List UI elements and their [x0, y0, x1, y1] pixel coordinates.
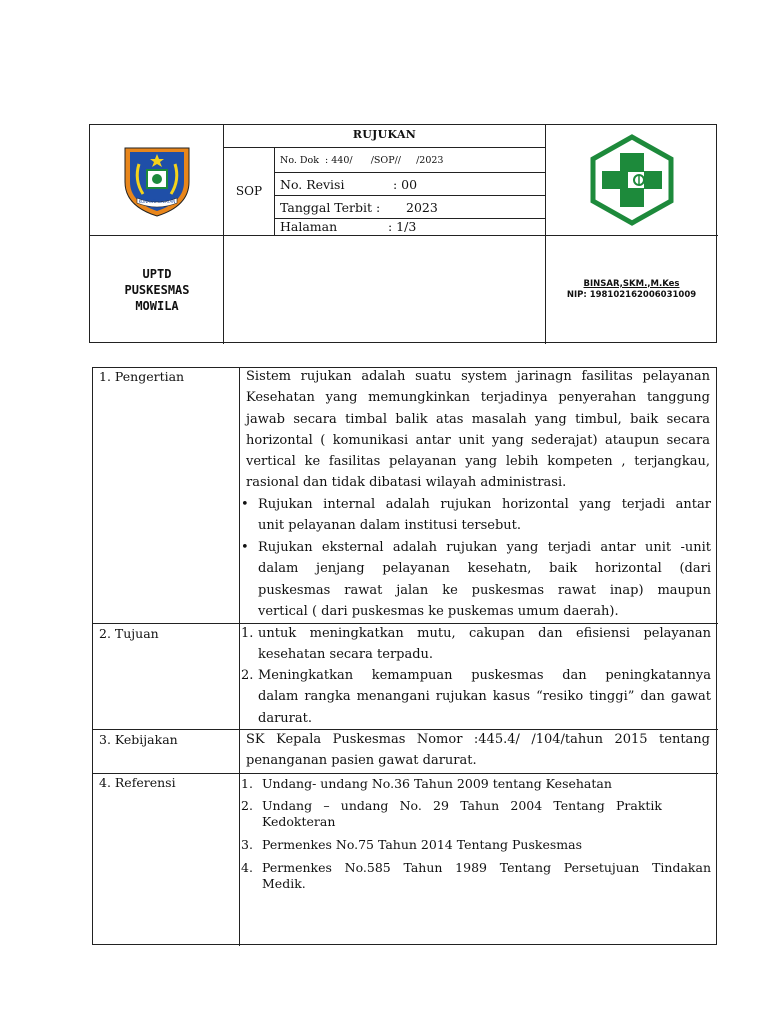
- text-line: vertical ke fasilitas pelayanan yang lebih kompeten , terjangkau,: [246, 454, 710, 470]
- list-item: [241, 798, 711, 830]
- no-dok-row: [280, 148, 545, 172]
- org-line: MOWILA: [135, 298, 179, 313]
- tanggal-terbit-key: Tanggal Terbit :: [280, 199, 381, 215]
- sop-label: SOP: [235, 184, 263, 198]
- signer-name: BINSAR,SKM.,M.Kes: [583, 278, 680, 289]
- text-line: unit pelayanan dalam institusi tersebut.: [258, 518, 522, 534]
- text-line: Permenkes No.585 Tahun 1989 Tentang Persetujuan Tindakan: [262, 860, 711, 875]
- text-line: Rujukan internal adalah rujukan horizontal yang terjadi antar: [258, 497, 711, 512]
- text-line: horizontal ( komunikasi antar unit yang sederajat) ataupun secara: [246, 432, 710, 448]
- list-number: 2.: [241, 668, 254, 683]
- content-divider: [93, 773, 718, 774]
- section-label-referensi: 4. Referensi: [99, 775, 176, 790]
- list-item: [241, 494, 711, 537]
- no-revisi-row: [280, 173, 545, 195]
- document-title: RUJUKAN: [352, 128, 417, 141]
- list-number: 3.: [241, 837, 253, 852]
- text-line: rasional dan tidak dibatasi wilayah administrasi.: [246, 475, 567, 491]
- text-line: Rujukan eksternal adalah rujukan yang terjadi antar unit -unit: [258, 540, 711, 555]
- text-line: dalam jenjang pelayanan kesehatn, baik horizontal (dari: [258, 561, 711, 577]
- text-line: penanganan pasien gawat darurat.: [246, 753, 477, 769]
- org-line: PUSKESMAS: [124, 282, 190, 297]
- halaman-value: : 1/3: [388, 219, 417, 234]
- content-divider: [239, 368, 240, 946]
- section-label-tujuan: 2. Tujuan: [99, 626, 159, 641]
- org-line: UPTD: [142, 266, 172, 281]
- text-line: jawab secara timbal balik atas masalah yang timbul, baik secara: [246, 411, 710, 427]
- crest-ribbon-text: KONAWE SELATAN: [138, 199, 176, 204]
- list-item: [241, 776, 711, 792]
- regency-crest-logo: [90, 125, 224, 235]
- text-line: Undang – undang No. 29 Tahun 2004 Tentang Praktik: [262, 798, 662, 813]
- list-item: [241, 837, 711, 853]
- text-line: Medik.: [262, 876, 306, 891]
- text-line: kesehatan secara terpadu.: [258, 647, 434, 663]
- section-label-kebijakan: 3. Kebijakan: [99, 732, 178, 747]
- text-line: Meningkatkan kemampuan puskesmas dan peningkatannya: [258, 668, 711, 683]
- text-line: Sistem rujukan adalah suatu system jarinagn fasilitas pelayanan: [246, 369, 710, 384]
- signer-nip: NIP: 198102162006031009: [566, 289, 697, 300]
- pengertian-paragraph: [246, 366, 710, 494]
- text-line: Kedokteran: [262, 814, 336, 829]
- text-line: vertical ( dari puskesmas ke puskemas umum daerah).: [258, 603, 619, 619]
- tanggal-terbit-row: [280, 196, 545, 218]
- text-line: Permenkes No.75 Tahun 2014 Tentang Puskesmas: [262, 837, 583, 852]
- regency-crest-icon: [121, 142, 193, 218]
- list-number: 4.: [241, 860, 253, 875]
- text-line: puskesmas rawat jalan ke puskesmas rawat inap) maupun: [258, 582, 711, 598]
- header-divider: [274, 147, 275, 235]
- text-line: dalam rangka menangani rujukan kasus “resiko tinggi” dan gawat: [258, 689, 711, 705]
- halaman-key: Halaman: [280, 219, 338, 234]
- no-revisi-value: : 00: [393, 176, 418, 192]
- text-line: darurat.: [258, 710, 312, 726]
- puskesmas-cross-logo-icon: [587, 134, 677, 226]
- list-number: 1.: [241, 776, 253, 791]
- text-line: untuk meningkatkan mutu, cakupan dan efisiensi pelayanan: [258, 626, 711, 641]
- halaman-row: [280, 218, 545, 235]
- text-line: Kesehatan yang memungkinkan terjadinya penyerahan tanggung: [246, 390, 710, 406]
- text-line: SK Kepala Puskesmas Nomor :445.4/ /104/tahun 2015 tentang: [246, 732, 710, 747]
- bullet-marker: •: [241, 540, 249, 555]
- section-label-pengertian: 1. Pengertian: [99, 369, 185, 384]
- text-line: Undang- undang No.36 Tahun 2009 tentang Kesehatan: [262, 776, 612, 791]
- list-item: [241, 623, 711, 666]
- list-number: 2.: [241, 798, 253, 813]
- list-number: 1.: [241, 626, 254, 641]
- no-revisi-key: No. Revisi: [280, 176, 345, 192]
- puskesmas-logo: [545, 125, 718, 235]
- list-item: [241, 665, 711, 729]
- bullet-marker: •: [241, 497, 249, 512]
- sop-content-table: [92, 367, 717, 945]
- tanggal-terbit-value: 2023: [406, 199, 438, 215]
- no-dok-value: No. Dok : 440/ /SOP// /2023: [280, 154, 444, 166]
- organization-name: [90, 235, 224, 344]
- sop-header-table: [89, 124, 717, 343]
- kebijakan-paragraph: [246, 729, 710, 772]
- list-item: [241, 860, 711, 892]
- signature-block: [545, 235, 718, 344]
- list-item: [241, 537, 711, 622]
